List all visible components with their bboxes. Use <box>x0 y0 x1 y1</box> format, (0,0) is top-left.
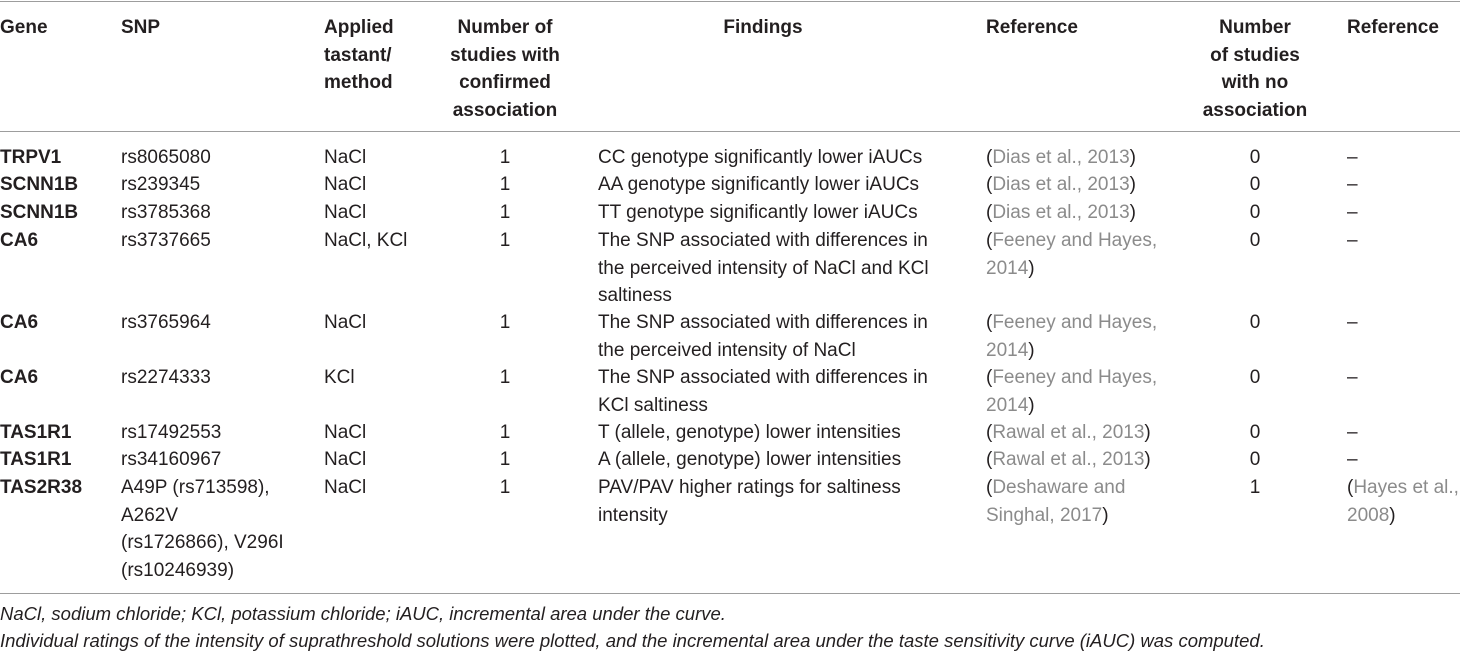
no-association-count-cell: 0 <box>1249 422 1261 443</box>
reference-link[interactable]: Rawal et al., 2013 <box>992 422 1145 443</box>
reference-link[interactable]: Dias et al., 2013 <box>992 202 1130 223</box>
no-association-count-cell: 0 <box>1249 174 1261 195</box>
no-association-count-cell: 0 <box>1249 202 1261 223</box>
snp-cell: rs3765964 <box>121 312 211 333</box>
footnote-method: Individual ratings of the intensity of suprathreshold solutions were plotted, and the incremental area under the taste sensitivity curve (iAUC) was computed. <box>0 630 1265 651</box>
reference-link[interactable]: Feeney and Hayes, 2014 <box>986 367 1158 416</box>
reference-2-cell: – <box>1347 367 1358 388</box>
findings-cell: The SNP associated with differences in the perceived intensity of NaCl and KCl saltiness <box>598 230 929 306</box>
findings-cell: PAV/PAV higher ratings for saltiness intensity <box>598 477 901 526</box>
reference-link[interactable]: Rawal et al., 2013 <box>992 449 1145 470</box>
reference-cell[interactable]: (Dias et al., 2013) <box>986 174 1136 195</box>
reference-2-cell: – <box>1347 312 1358 333</box>
reference-2-cell: – <box>1347 422 1358 443</box>
gene-cell: TAS1R1 <box>0 422 72 443</box>
no-association-count-cell: 0 <box>1249 147 1261 168</box>
snp-cell: rs3737665 <box>121 230 211 251</box>
reference-2-cell: – <box>1347 174 1358 195</box>
reference-2-cell: – <box>1347 202 1358 223</box>
snp-cell: rs239345 <box>121 174 201 195</box>
gene-cell: CA6 <box>0 367 39 388</box>
table-header-rule <box>0 131 1460 132</box>
reference-cell[interactable]: (Feeney and Hayes, 2014) <box>986 367 1158 416</box>
tastant-cell: NaCl <box>324 312 367 333</box>
confirmed-count-cell: 1 <box>499 449 511 470</box>
header-no-association: Number of studies with no association <box>1202 17 1308 121</box>
reference-2-cell: – <box>1347 449 1358 470</box>
snp-cell: rs3785368 <box>121 202 211 223</box>
tastant-cell: NaCl <box>324 174 367 195</box>
confirmed-count-cell: 1 <box>499 367 511 388</box>
no-association-count-cell: 0 <box>1249 230 1261 251</box>
findings-cell: The SNP associated with differences in KCl saltiness <box>598 367 928 416</box>
tastant-cell: NaCl <box>324 449 367 470</box>
snp-cell: rs8065080 <box>121 147 211 168</box>
reference-2-link[interactable]: Hayes et al., 2008 <box>1347 477 1459 526</box>
gene-cell: TAS1R1 <box>0 449 72 470</box>
no-association-count-cell: 1 <box>1249 477 1261 498</box>
findings-cell: The SNP associated with differences in the perceived intensity of NaCl <box>598 312 928 361</box>
confirmed-count-cell: 1 <box>499 174 511 195</box>
gene-cell: TRPV1 <box>0 147 62 168</box>
tastant-cell: NaCl <box>324 477 367 498</box>
tastant-cell: NaCl, KCl <box>324 230 408 251</box>
gene-cell: CA6 <box>0 312 39 333</box>
reference-link[interactable]: Feeney and Hayes, 2014 <box>986 230 1158 279</box>
reference-cell[interactable]: (Dias et al., 2013) <box>986 147 1136 168</box>
reference-cell[interactable]: (Rawal et al., 2013) <box>986 422 1151 443</box>
confirmed-count-cell: 1 <box>499 230 511 251</box>
reference-cell[interactable]: (Dias et al., 2013) <box>986 202 1136 223</box>
no-association-count-cell: 0 <box>1249 449 1261 470</box>
header-reference-2: Reference <box>1347 17 1439 38</box>
findings-cell: A (allele, genotype) lower intensities <box>598 449 902 470</box>
table-bottom-rule <box>0 593 1460 594</box>
snp-cell: rs34160967 <box>121 449 222 470</box>
reference-link[interactable]: Deshaware and Singhal, 2017 <box>986 477 1126 526</box>
header-confirmed: Number of studies with confirmed association <box>450 17 560 121</box>
tastant-cell: NaCl <box>324 202 367 223</box>
tastant-cell: KCl <box>324 367 355 388</box>
no-association-count-cell: 0 <box>1249 312 1261 333</box>
header-tastant: Applied tastant/ method <box>324 17 394 93</box>
findings-cell: AA genotype significantly lower iAUCs <box>598 174 920 195</box>
header-findings: Findings <box>723 17 803 38</box>
header-reference: Reference <box>986 17 1078 38</box>
gene-cell: SCNN1B <box>0 202 79 223</box>
confirmed-count-cell: 1 <box>499 202 511 223</box>
header-gene: Gene <box>0 17 48 38</box>
header-snp: SNP <box>121 17 161 38</box>
reference-2-cell: – <box>1347 147 1358 168</box>
reference-link[interactable]: Dias et al., 2013 <box>992 174 1130 195</box>
reference-cell[interactable]: (Deshaware and Singhal, 2017) <box>986 477 1126 526</box>
findings-cell: TT genotype significantly lower iAUCs <box>598 202 918 223</box>
reference-cell[interactable]: (Rawal et al., 2013) <box>986 449 1151 470</box>
confirmed-count-cell: 1 <box>499 312 511 333</box>
snp-cell: A49P (rs713598), A262V (rs1726866), V296I (rs10246939) <box>121 477 284 581</box>
snp-cell: rs17492553 <box>121 422 222 443</box>
tastant-cell: NaCl <box>324 422 367 443</box>
reference-cell[interactable]: (Feeney and Hayes, 2014) <box>986 230 1158 279</box>
tastant-cell: NaCl <box>324 147 367 168</box>
gene-cell: CA6 <box>0 230 39 251</box>
gene-cell: SCNN1B <box>0 174 79 195</box>
confirmed-count-cell: 1 <box>499 422 511 443</box>
reference-cell[interactable]: (Feeney and Hayes, 2014) <box>986 312 1158 361</box>
confirmed-count-cell: 1 <box>499 477 511 498</box>
reference-2-cell[interactable]: (Hayes et al., 2008) <box>1347 477 1459 526</box>
findings-cell: T (allele, genotype) lower intensities <box>598 422 901 443</box>
no-association-count-cell: 0 <box>1249 367 1261 388</box>
reference-link[interactable]: Feeney and Hayes, 2014 <box>986 312 1158 361</box>
table-top-rule <box>0 1 1460 2</box>
reference-2-cell: – <box>1347 230 1358 251</box>
footnote-abbreviations: NaCl, sodium chloride; KCl, potassium chloride; iAUC, incremental area under the curve. <box>0 603 726 624</box>
gene-cell: TAS2R38 <box>0 477 83 498</box>
findings-cell: CC genotype significantly lower iAUCs <box>598 147 923 168</box>
reference-link[interactable]: Dias et al., 2013 <box>992 147 1130 168</box>
snp-cell: rs2274333 <box>121 367 211 388</box>
confirmed-count-cell: 1 <box>499 147 511 168</box>
